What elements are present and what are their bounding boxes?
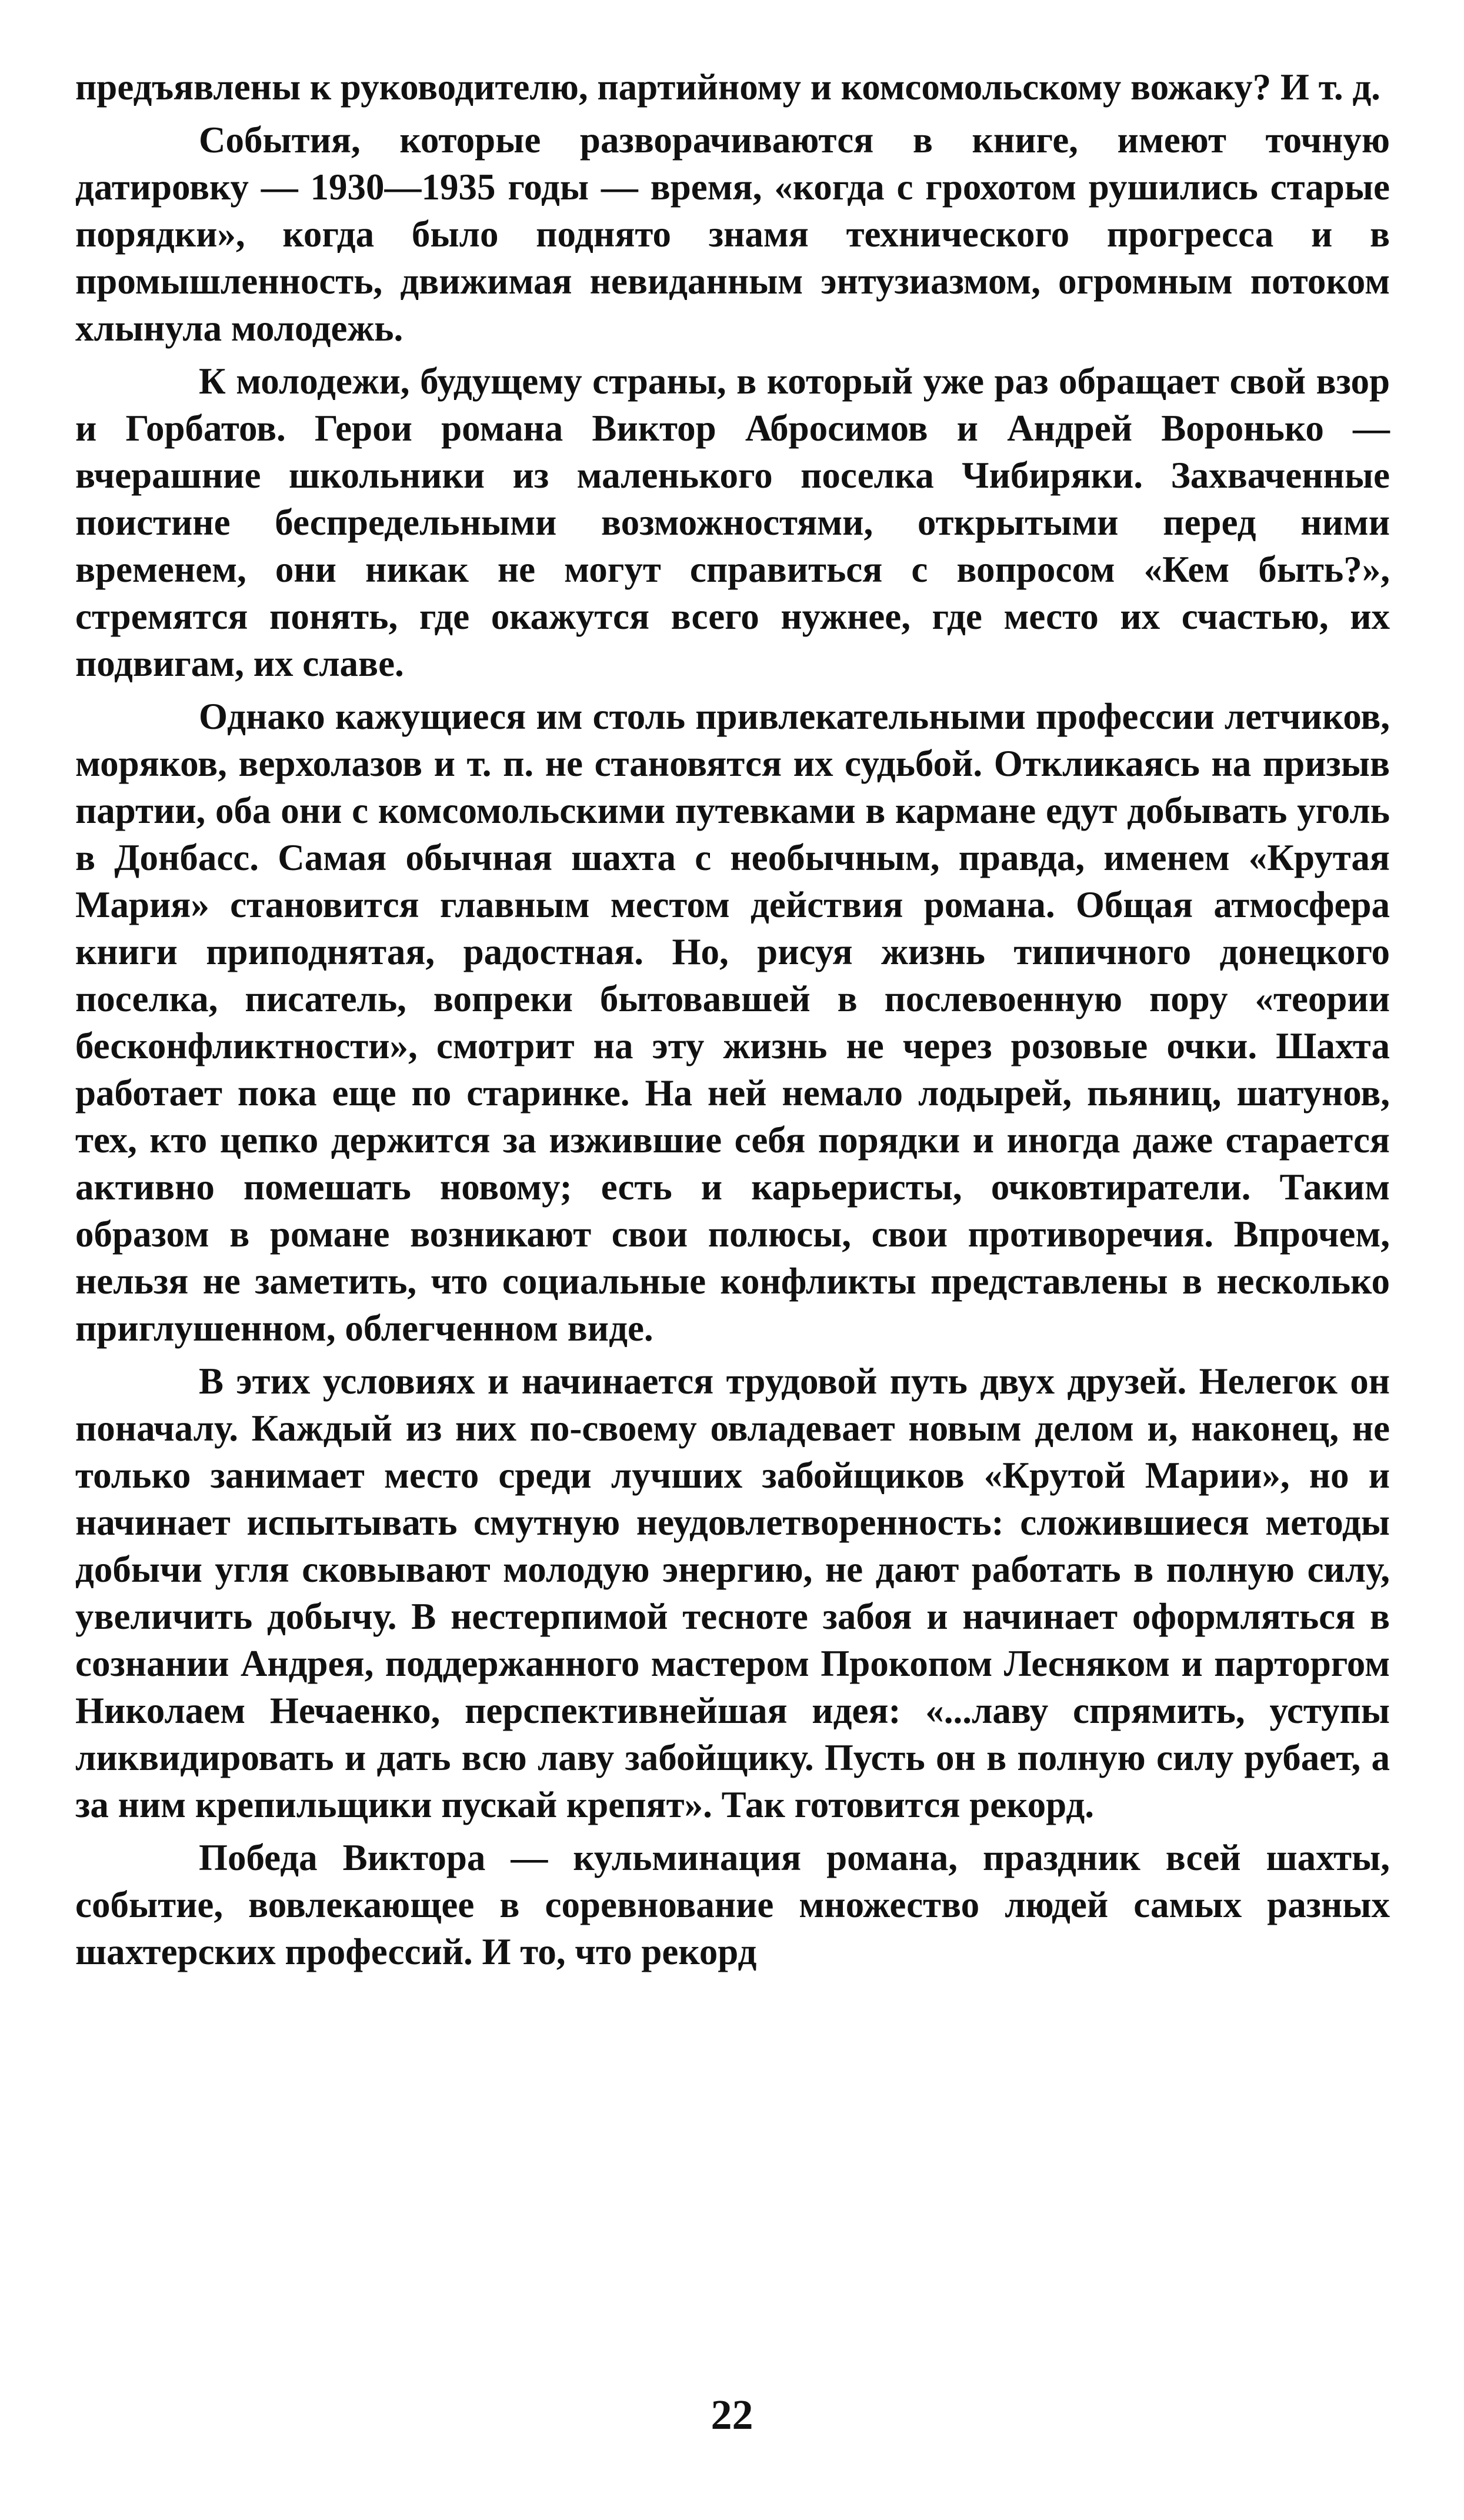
paragraph-4: Однако кажущиеся им столь привлекательными профессии летчиков, моряков, верхолазов и т. п. не становятся их судьбой. Откликаясь на призыв партии, оба они с комсомольскими путевками в кармане едут добывать уголь в Донбасс. Самая обычная шахта с необычным, правда, именем «Крутая Мария» становится главным местом действия романа. Общая атмосфера книги приподнятая, радостная. Но, рисуя жизнь типичного донецкого поселка, писатель, вопреки бытовавшей в послевоенную пору «теории бесконфликтности», смотрит на эту жизнь не через розовые очки. Шахта работает пока еще по старинке. На ней немало лодырей, пьяниц, шатунов, тех, кто цепко держится за изжившие себя порядки и иногда даже старается активно помешать новому; есть и карьеристы, очковтиратели. Таким образом в романе возникают свои полюсы, свои противоречия. Впрочем, нельзя не заметить, что социальные конфликты представлены в несколько приглушенном, облегченном виде. bbox=[75, 696, 1390, 1349]
page-body bbox=[75, 64, 1390, 1981]
paragraph-1: предъявлены к руководителю, партийному и комсомольскому вожаку? И т. д. bbox=[75, 66, 1380, 108]
paragraph-6: Победа Виктора — кульминация романа, праздник всей шахты, событие, вовлекающее в соревнование множество людей самых разных шахтерских профессий. И то, что рекорд bbox=[75, 1837, 1390, 1972]
page-number: 22 bbox=[711, 2391, 753, 2438]
paragraph-3: К молодежи, будущему страны, в который уже раз обращает свой взор и Горбатов. Герои романа Виктор Абросимов и Андрей Воронько — вчерашние школьники из маленького поселка Чибиряки. Захваченные поистине беспредельными возможностями, открытыми перед ними временем, они никак не могут справиться с вопросом «Кем быть?», стремятся понять, где окажутся всего нужнее, где место их счастью, их подвигам, их славе. bbox=[75, 361, 1390, 684]
paragraph-5: В этих условиях и начинается трудовой путь двух друзей. Нелегок он поначалу. Каждый из них по-своему овладевает новым делом и, наконец, не только занимает место среди лучших забойщиков «Крутой Марии», но и начинает испытывать смутную неудовлетворенность: сложившиеся методы добычи угля сковывают молодую энергию, не дают работать в полную силу, увеличить добычу. В нестерпимой тесноте забоя и начинает оформляться в сознании Андрея, поддержанного мастером Прокопом Лесняком и парторгом Николаем Нечаенко, перспективнейшая идея: «...лаву спрямить, уступы ликвидировать и дать всю лаву забойщику. Пусть он в полную силу рубает, а за ним крепильщики пускай крепят». Так готовится рекорд. bbox=[75, 1361, 1390, 1825]
paragraph-2: События, которые разворачиваются в книге, имеют точную датировку — 1930—1935 годы — время, «когда с грохотом рушились старые порядки», когда было поднято знамя технического прогресса и в промышленность, движимая невиданным энтузиазмом, огромным потоком хлынула молодежь. bbox=[75, 119, 1390, 349]
